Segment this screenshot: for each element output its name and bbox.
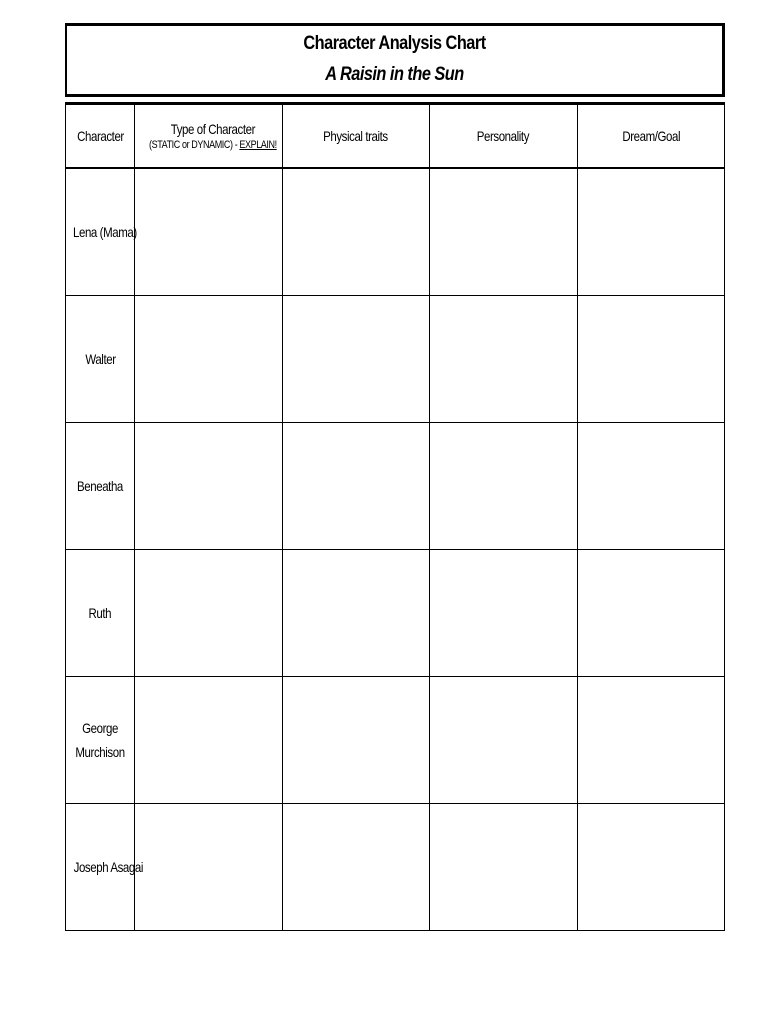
physical-traits-cell[interactable]	[282, 168, 429, 296]
dream-goal-cell[interactable]	[577, 804, 724, 931]
header-type-label: Type of Character	[170, 121, 256, 137]
chart-title: Character Analysis Chart	[303, 33, 486, 54]
personality-cell[interactable]	[430, 423, 577, 550]
header-personality: Personality	[430, 104, 577, 169]
dream-goal-cell[interactable]	[577, 550, 724, 677]
dream-goal-cell[interactable]	[577, 296, 724, 423]
type-of-character-cell[interactable]	[135, 677, 282, 804]
character-name-cell: Ruth	[66, 550, 135, 677]
table-row	[66, 296, 725, 423]
table-row	[66, 550, 725, 677]
table-row	[66, 677, 725, 804]
type-of-character-cell[interactable]	[135, 804, 282, 931]
personality-cell[interactable]	[430, 804, 577, 931]
physical-traits-cell[interactable]	[282, 804, 429, 931]
character-name-cell: George Murchison	[66, 677, 135, 804]
physical-traits-cell[interactable]	[282, 296, 429, 423]
header-row	[66, 104, 725, 169]
character-name-cell: Walter	[66, 296, 135, 423]
character-name-cell: Lena (Mama)	[66, 168, 135, 296]
physical-traits-cell[interactable]	[282, 677, 429, 804]
header-character: Character	[66, 104, 135, 169]
table-row	[66, 423, 725, 550]
header-type-hint: (STATIC or DYNAMIC) - EXPLAIN!	[149, 139, 277, 151]
character-name-cell: Beneatha	[66, 423, 135, 550]
chart-subtitle: A Raisin in the Sun	[325, 64, 464, 85]
type-of-character-cell[interactable]	[135, 296, 282, 423]
dream-goal-cell[interactable]	[577, 168, 724, 296]
physical-traits-cell[interactable]	[282, 423, 429, 550]
title-box	[65, 23, 725, 97]
personality-cell[interactable]	[430, 296, 577, 423]
dream-goal-cell[interactable]	[577, 677, 724, 804]
table-row	[66, 168, 725, 296]
header-physical-traits: Physical traits	[282, 104, 429, 169]
personality-cell[interactable]	[430, 168, 577, 296]
table-row	[66, 804, 725, 931]
physical-traits-cell[interactable]	[282, 550, 429, 677]
type-of-character-cell[interactable]	[135, 168, 282, 296]
type-of-character-cell[interactable]	[135, 423, 282, 550]
explain-emphasis: EXPLAIN!	[239, 139, 277, 151]
personality-cell[interactable]	[430, 677, 577, 804]
personality-cell[interactable]	[430, 550, 577, 677]
header-type-of-character	[135, 104, 282, 169]
character-name-cell: Joseph Asagai	[66, 804, 135, 931]
type-of-character-cell[interactable]	[135, 550, 282, 677]
header-dream-goal: Dream/Goal	[577, 104, 724, 169]
dream-goal-cell[interactable]	[577, 423, 724, 550]
character-analysis-table	[65, 102, 725, 931]
